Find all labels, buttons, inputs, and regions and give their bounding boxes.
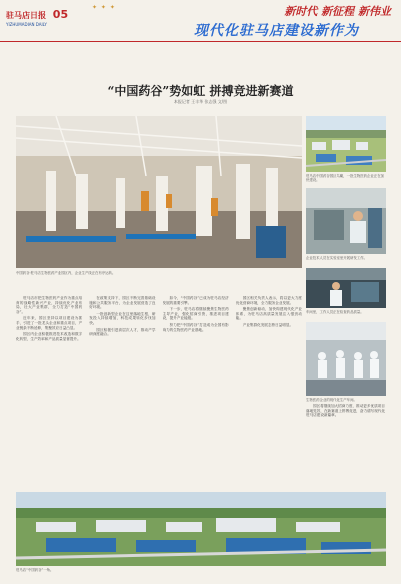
lab1-caption: 企业技术人员在实验室里开展研发工作。 [306, 256, 368, 260]
aerial-photo-bottom [16, 492, 386, 566]
paragraph: 园区内企业积极推进技术改造和数字化转型，生产效率和产品质量显著提升。 [16, 332, 83, 341]
paper-masthead [6, 8, 68, 21]
section-subtitle: 现代化驻马店建设新作为 [194, 23, 359, 39]
header-rule [0, 41, 401, 42]
paragraph: 驻马店市把生物医药产业作为重点培育的战略性新兴产业，持续优化产业布局，壮大产业集群，全力打造“中国药谷”。 [16, 296, 83, 314]
lab-illustration-2 [306, 268, 386, 308]
text-column-3 [163, 296, 229, 486]
text-column-4 [236, 296, 302, 486]
aerial-photo-top [306, 116, 386, 172]
aerial-top-caption: 驻马店中国药谷园区鸟瞰，一批生物医药企业正在加快建设。 [306, 174, 384, 183]
right-text-column [306, 404, 386, 420]
article-byline: 本报记者 王丰华 张志强 文/图 [173, 99, 228, 104]
text-column-1 [16, 296, 82, 486]
paragraph: 园区将继续加大招商力度，推动更多优质项目落地见效，在新赛道上拼搏竞进，奋力谱写现代化驻马店建设新篇章。 [306, 404, 386, 418]
aerial-bottom-caption: 驻马店“中国药谷”一角。 [16, 568, 54, 572]
paper-name: 驻马店日报 [6, 11, 46, 20]
paragraph: 园区积极引进高层次人才，推动产学研深度融合。 [89, 327, 156, 337]
workshop-caption: 生物医药企业的现代化生产车间。 [306, 398, 357, 402]
aerial-bottom-illustration [16, 492, 386, 566]
factory-photo [16, 116, 302, 268]
page-number: 05 [52, 8, 69, 21]
lab2-caption: 车间里，工作人员正在检查药品质量。 [306, 310, 364, 314]
paragraph: 努力把“中国药谷”打造成为全国有影响力的生物医药产业基地。 [162, 322, 229, 332]
lab-photo-1 [306, 188, 386, 254]
paragraph: 园区相关负责人表示，将以更大力度优化营商环境，全力服务企业发展。 [235, 296, 302, 305]
decorative-banner-text: ✦ ✦ ✦ [92, 4, 116, 11]
paragraph: 聚焦创新驱动，加快构建现代化产业体系，为驻马店高质量发展注入强劲动能。 [235, 307, 302, 321]
page-header [0, 0, 401, 42]
workshop-illustration [306, 322, 386, 396]
lab-photo-2 [306, 268, 386, 308]
article-title: “中国药谷”势如虹 拼搏竞进新赛道 [107, 84, 294, 98]
workshop-photo [306, 322, 386, 396]
lab-illustration-1 [306, 188, 386, 254]
main-photo-caption: 中国药谷·驻马店生物医药产业园区内，企业生产线正在有序运转。 [16, 271, 116, 275]
text-column-2 [89, 296, 155, 486]
paragraph: 下一步，驻马店将继续聚焦生物医药主导产业，强化招商引资，推进项目建设，提升产业能级。 [162, 307, 229, 321]
factory-illustration [16, 116, 302, 268]
slogan: 新时代 新征程 新伟业 [284, 5, 391, 18]
aerial-illustration [306, 116, 386, 172]
paragraph: 一批创新型企业在这里落地生根，研发投入持续增加，科技成果转化步伐加快。 [89, 311, 156, 325]
paragraph: 近年来，园区坚持以项目建设为抓手，引进了一批龙头企业和重点项目，产业链条不断延伸，集聚效应日益凸显。 [16, 316, 83, 330]
masthead-english: YIZHUMADIAN DAILY [6, 22, 47, 27]
paragraph: 如今，“中国药谷”已成为驻马店经济发展的重要引擎。 [162, 296, 229, 305]
paragraph: 在政策支持下，园区不断完善基础设施和公共服务平台，为企业发展营造了良好环境。 [89, 296, 156, 310]
article-body [16, 296, 302, 486]
paragraph: 产业集群化发展态势日益明显。 [242, 322, 294, 327]
